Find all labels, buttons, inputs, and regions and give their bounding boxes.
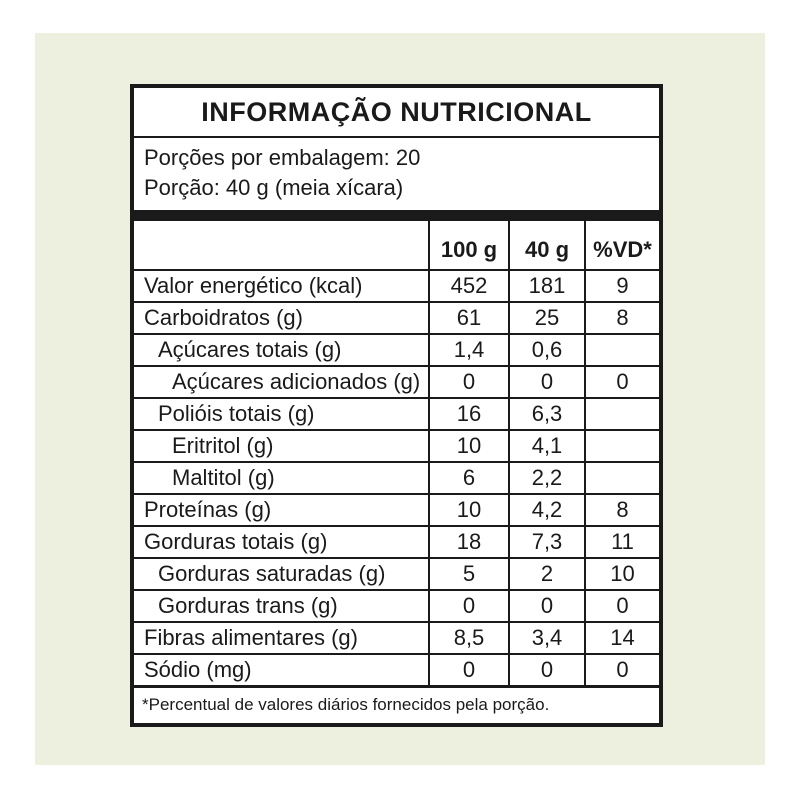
table-row [134, 589, 659, 621]
nutrition-facts-panel [130, 84, 663, 727]
nutrient-label: Polióis totais (g) [158, 401, 315, 426]
nutrient-label: Proteínas (g) [144, 497, 272, 522]
table-header-row [134, 221, 659, 269]
value-vd-percent: 0 [584, 591, 659, 621]
nutrient-label: Açúcares totais (g) [158, 337, 342, 362]
table-row [134, 301, 659, 333]
value-per-100g: 18 [428, 527, 508, 557]
value-per-40g: 2,2 [508, 463, 584, 493]
nutrient-label: Gorduras trans (g) [158, 593, 338, 618]
table-row [134, 397, 659, 429]
value-per-40g: 0,6 [508, 335, 584, 365]
value-per-40g: 3,4 [508, 623, 584, 653]
divider-thick-bar [134, 210, 659, 221]
value-per-40g: 4,2 [508, 495, 584, 525]
table-row [134, 269, 659, 301]
nutrient-label: Gorduras saturadas (g) [158, 561, 386, 586]
value-per-100g: 10 [428, 495, 508, 525]
nutrient-label: Açúcares adicionados (g) [172, 369, 421, 394]
nutrient-label: Valor energético (kcal) [144, 273, 363, 298]
value-per-100g: 0 [428, 591, 508, 621]
footnote: *Percentual de valores diários fornecidos pela porção. [134, 685, 659, 723]
nutrient-label: Carboidratos (g) [144, 305, 303, 330]
table-row [134, 429, 659, 461]
table-row [134, 557, 659, 589]
nutrient-label: Maltitol (g) [172, 465, 275, 490]
value-per-100g: 5 [428, 559, 508, 589]
value-per-100g: 1,4 [428, 335, 508, 365]
value-vd-percent [584, 399, 659, 429]
value-vd-percent: 0 [584, 367, 659, 397]
panel-title: INFORMAÇÃO NUTRICIONAL [134, 88, 659, 138]
value-per-40g: 0 [508, 591, 584, 621]
table-row [134, 333, 659, 365]
value-per-40g: 2 [508, 559, 584, 589]
header-label-cell [134, 221, 428, 269]
table-row [134, 621, 659, 653]
value-vd-percent: 8 [584, 303, 659, 333]
value-per-40g: 7,3 [508, 527, 584, 557]
nutrient-label: Fibras alimentares (g) [144, 625, 358, 650]
table-row [134, 365, 659, 397]
value-vd-percent: 11 [584, 527, 659, 557]
nutrient-label: Gorduras totais (g) [144, 529, 328, 554]
table-row [134, 653, 659, 685]
table-row [134, 493, 659, 525]
value-vd-percent [584, 463, 659, 493]
value-per-40g: 4,1 [508, 431, 584, 461]
value-per-40g: 0 [508, 655, 584, 685]
value-per-100g: 0 [428, 367, 508, 397]
value-vd-percent [584, 335, 659, 365]
table-row [134, 525, 659, 557]
serving-info [134, 138, 659, 210]
portion-size: Porção: 40 g (meia xícara) [144, 175, 404, 200]
value-vd-percent: 0 [584, 655, 659, 685]
value-per-100g: 8,5 [428, 623, 508, 653]
value-per-100g: 452 [428, 271, 508, 301]
servings-per-package: Porções por embalagem: 20 [144, 145, 421, 170]
value-per-40g: 25 [508, 303, 584, 333]
table-body [134, 269, 659, 685]
value-per-100g: 61 [428, 303, 508, 333]
value-vd-percent: 9 [584, 271, 659, 301]
value-vd-percent [584, 431, 659, 461]
value-per-40g: 0 [508, 367, 584, 397]
value-per-100g: 16 [428, 399, 508, 429]
value-per-40g: 181 [508, 271, 584, 301]
table-row [134, 461, 659, 493]
value-per-100g: 6 [428, 463, 508, 493]
header-col-40g: 40 g [508, 221, 584, 269]
header-col-100g: 100 g [428, 221, 508, 269]
header-col-vd: %VD* [584, 221, 659, 269]
nutrient-label: Eritritol (g) [172, 433, 274, 458]
value-per-100g: 0 [428, 655, 508, 685]
value-vd-percent: 10 [584, 559, 659, 589]
value-vd-percent: 8 [584, 495, 659, 525]
value-vd-percent: 14 [584, 623, 659, 653]
value-per-100g: 10 [428, 431, 508, 461]
nutrient-label: Sódio (mg) [144, 657, 252, 682]
value-per-40g: 6,3 [508, 399, 584, 429]
